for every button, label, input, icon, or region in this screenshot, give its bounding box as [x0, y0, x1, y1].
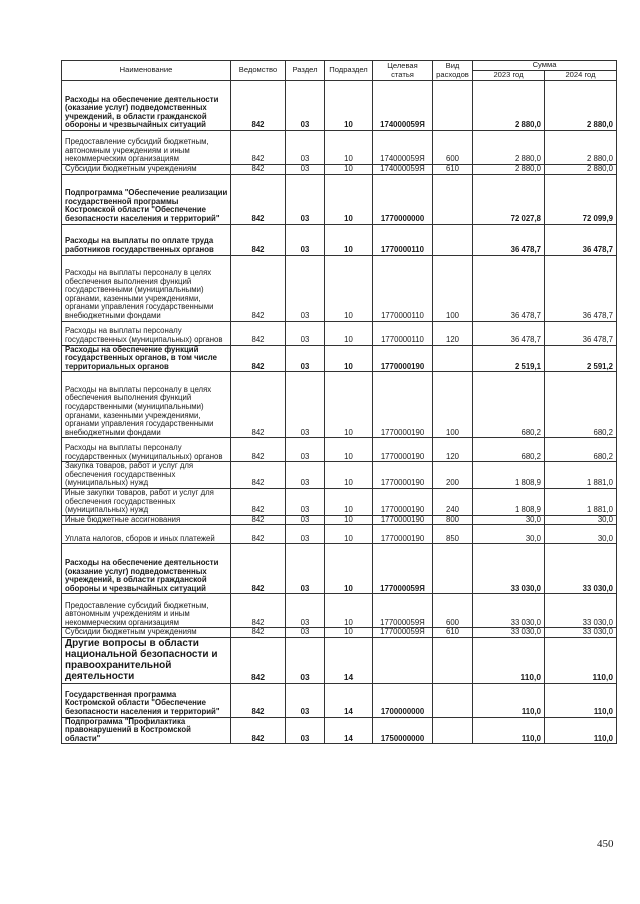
- row-sum-2024: 680,2: [545, 372, 617, 438]
- row-sum-2024: 680,2: [545, 438, 617, 462]
- row-sum-2024: 36 478,7: [545, 255, 617, 321]
- table-row: [62, 544, 617, 594]
- row-section: 03: [286, 224, 325, 255]
- row-dept: 842: [231, 345, 286, 372]
- row-target: 1770000190: [373, 515, 433, 525]
- row-section: 03: [286, 131, 325, 165]
- row-sum-2024: 1 881,0: [545, 462, 617, 489]
- row-sum-2023: 30,0: [473, 525, 545, 544]
- row-expense: 120: [433, 321, 473, 345]
- row-expense: [433, 345, 473, 372]
- row-target: 1770000190: [373, 488, 433, 515]
- row-target: 174000059Я: [373, 131, 433, 165]
- header-sum: Сумма: [473, 61, 617, 71]
- row-expense: 850: [433, 525, 473, 544]
- table-row: [62, 131, 617, 165]
- row-section: 03: [286, 372, 325, 438]
- header-target: Целевая статья: [373, 61, 433, 81]
- row-sum-2023: 2 880,0: [473, 131, 545, 165]
- row-section: 03: [286, 255, 325, 321]
- row-target: 1770000190: [373, 525, 433, 544]
- row-subsection: 14: [325, 637, 373, 683]
- table-row: [62, 81, 617, 131]
- row-section: 03: [286, 321, 325, 345]
- row-sum-2023: 2 880,0: [473, 165, 545, 175]
- row-sum-2023: 33 030,0: [473, 628, 545, 638]
- row-section: 03: [286, 174, 325, 224]
- table-row: [62, 255, 617, 321]
- row-expense: 610: [433, 628, 473, 638]
- table-row: [62, 165, 617, 175]
- row-expense: 200: [433, 462, 473, 489]
- row-subsection: 10: [325, 224, 373, 255]
- row-target: 1770000190: [373, 345, 433, 372]
- row-sum-2023: 33 030,0: [473, 594, 545, 628]
- row-dept: 842: [231, 81, 286, 131]
- row-dept: 842: [231, 525, 286, 544]
- row-name: Расходы на обеспечение деятельности (оказание услуг) подведомственных учреждений, в области гражданской обороны и чрезвычайных ситуаций: [62, 81, 231, 131]
- row-sum-2023: 110,0: [473, 717, 545, 744]
- row-subsection: 10: [325, 525, 373, 544]
- row-subsection: 14: [325, 717, 373, 744]
- row-dept: 842: [231, 438, 286, 462]
- row-section: 03: [286, 438, 325, 462]
- row-subsection: 10: [325, 438, 373, 462]
- row-name: Расходы на выплаты персоналу государственных (муниципальных) органов: [62, 321, 231, 345]
- row-section: 03: [286, 345, 325, 372]
- page-number: 450: [597, 838, 614, 850]
- header-name: Наименование: [62, 61, 231, 81]
- row-sum-2024: 36 478,7: [545, 321, 617, 345]
- header-2024: 2024 год: [545, 71, 617, 81]
- row-name: Предоставление субсидий бюджетным, автономным учреждениям и иным некоммерческим организациям: [62, 131, 231, 165]
- row-target: [373, 637, 433, 683]
- row-sum-2023: 36 478,7: [473, 255, 545, 321]
- row-section: 03: [286, 525, 325, 544]
- row-dept: 842: [231, 174, 286, 224]
- row-name: Закупка товаров, работ и услуг для обеспечения государственных (муниципальных) нужд: [62, 462, 231, 489]
- row-subsection: 10: [325, 488, 373, 515]
- row-target: 1750000000: [373, 717, 433, 744]
- row-dept: 842: [231, 165, 286, 175]
- row-dept: 842: [231, 462, 286, 489]
- row-target: 177000059Я: [373, 594, 433, 628]
- row-dept: 842: [231, 224, 286, 255]
- table-row: [62, 628, 617, 638]
- row-expense: 100: [433, 255, 473, 321]
- row-sum-2023: 1 808,9: [473, 462, 545, 489]
- row-target: 1770000110: [373, 224, 433, 255]
- row-dept: 842: [231, 488, 286, 515]
- row-target: 177000059Я: [373, 544, 433, 594]
- row-subsection: 10: [325, 345, 373, 372]
- row-dept: 842: [231, 544, 286, 594]
- row-name: Уплата налогов, сборов и иных платежей: [62, 525, 231, 544]
- row-sum-2024: 2 880,0: [545, 131, 617, 165]
- row-sum-2024: 2 880,0: [545, 81, 617, 131]
- table-row: [62, 525, 617, 544]
- row-section: 03: [286, 515, 325, 525]
- row-dept: 842: [231, 515, 286, 525]
- row-expense: [433, 81, 473, 131]
- row-section: 03: [286, 717, 325, 744]
- row-target: 1770000190: [373, 462, 433, 489]
- table-row: [62, 594, 617, 628]
- row-expense: 610: [433, 165, 473, 175]
- table-row: [62, 488, 617, 515]
- row-target: 1770000110: [373, 321, 433, 345]
- row-dept: 842: [231, 594, 286, 628]
- row-target: 1770000000: [373, 174, 433, 224]
- row-section: 03: [286, 462, 325, 489]
- row-subsection: 10: [325, 174, 373, 224]
- row-sum-2024: 110,0: [545, 717, 617, 744]
- table-row: [62, 637, 617, 683]
- row-sum-2023: 110,0: [473, 683, 545, 717]
- row-name: Подпрограмма "Обеспечение реализации государственной программы Костромской области "Обеспечение безопасности населения и территорий": [62, 174, 231, 224]
- row-sum-2024: 33 030,0: [545, 594, 617, 628]
- row-sum-2023: 2 519,1: [473, 345, 545, 372]
- row-name: Расходы на обеспечение функций государственных органов, в том числе территориальных органов: [62, 345, 231, 372]
- row-sum-2024: 110,0: [545, 683, 617, 717]
- row-sum-2024: 2 880,0: [545, 165, 617, 175]
- row-section: 03: [286, 544, 325, 594]
- row-dept: 842: [231, 683, 286, 717]
- row-sum-2024: 72 099,9: [545, 174, 617, 224]
- row-subsection: 10: [325, 131, 373, 165]
- row-name: Предоставление субсидий бюджетным, автономным учреждениям и иным некоммерческим организациям: [62, 594, 231, 628]
- row-section: 03: [286, 683, 325, 717]
- row-sum-2024: 33 030,0: [545, 544, 617, 594]
- header-expense: Вид расходов: [433, 61, 473, 81]
- row-name: Иные бюджетные ассигнования: [62, 515, 231, 525]
- row-sum-2024: 33 030,0: [545, 628, 617, 638]
- row-expense: [433, 544, 473, 594]
- row-sum-2024: 30,0: [545, 525, 617, 544]
- row-target: 177000059Я: [373, 628, 433, 638]
- row-subsection: 10: [325, 372, 373, 438]
- row-sum-2024: 1 881,0: [545, 488, 617, 515]
- row-sum-2023: 110,0: [473, 637, 545, 683]
- row-sum-2023: 30,0: [473, 515, 545, 525]
- row-sum-2023: 680,2: [473, 372, 545, 438]
- table-row: [62, 372, 617, 438]
- header-2023: 2023 год: [473, 71, 545, 81]
- row-sum-2023: 33 030,0: [473, 544, 545, 594]
- row-name: Другие вопросы в области национальной безопасности и правоохранительной деятельности: [62, 637, 231, 683]
- row-dept: 842: [231, 372, 286, 438]
- row-name: Субсидии бюджетным учреждениям: [62, 628, 231, 638]
- row-dept: 842: [231, 255, 286, 321]
- row-name: Подпрограмма "Профилактика правонарушений в Костромской области": [62, 717, 231, 744]
- table-row: [62, 174, 617, 224]
- row-name: Иные закупки товаров, работ и услуг для обеспечения государственных (муниципальных) нужд: [62, 488, 231, 515]
- row-expense: 240: [433, 488, 473, 515]
- table-row: [62, 515, 617, 525]
- row-sum-2024: 36 478,7: [545, 224, 617, 255]
- table-row: [62, 462, 617, 489]
- row-name: Расходы на выплаты персоналу в целях обеспечения выполнения функций государственными (муниципальными) органами, казенными учреждениями, органами управления государственными внебюджетными фондами: [62, 372, 231, 438]
- row-subsection: 10: [325, 255, 373, 321]
- table-row: [62, 438, 617, 462]
- row-target: 174000059Я: [373, 81, 433, 131]
- row-sum-2024: 2 591,2: [545, 345, 617, 372]
- row-section: 03: [286, 165, 325, 175]
- row-subsection: 10: [325, 321, 373, 345]
- row-name: Субсидии бюджетным учреждениям: [62, 165, 231, 175]
- budget-table: [61, 60, 617, 744]
- row-expense: [433, 717, 473, 744]
- header-section: Раздел: [286, 61, 325, 81]
- row-name: Расходы на выплаты персоналу в целях обеспечения выполнения функций государственными (муниципальными) органами, казенными учреждениями, органами управления государственными внебюджетными фондами: [62, 255, 231, 321]
- row-sum-2024: 30,0: [545, 515, 617, 525]
- row-subsection: 14: [325, 683, 373, 717]
- row-subsection: 10: [325, 628, 373, 638]
- row-target: 174000059Я: [373, 165, 433, 175]
- row-dept: 842: [231, 628, 286, 638]
- row-section: 03: [286, 81, 325, 131]
- row-sum-2023: 680,2: [473, 438, 545, 462]
- row-dept: 842: [231, 637, 286, 683]
- row-dept: 842: [231, 717, 286, 744]
- row-target: 1770000110: [373, 255, 433, 321]
- row-expense: [433, 683, 473, 717]
- row-subsection: 10: [325, 462, 373, 489]
- row-section: 03: [286, 488, 325, 515]
- row-subsection: 10: [325, 544, 373, 594]
- row-target: 1700000000: [373, 683, 433, 717]
- row-subsection: 10: [325, 594, 373, 628]
- row-sum-2023: 2 880,0: [473, 81, 545, 131]
- row-section: 03: [286, 637, 325, 683]
- row-subsection: 10: [325, 81, 373, 131]
- table-row: [62, 321, 617, 345]
- table-row: [62, 717, 617, 744]
- table-row: [62, 345, 617, 372]
- row-expense: 100: [433, 372, 473, 438]
- row-expense: [433, 174, 473, 224]
- row-sum-2024: 110,0: [545, 637, 617, 683]
- row-name: Расходы на выплаты по оплате труда работников государственных органов: [62, 224, 231, 255]
- row-name: Государственная программа Костромской области "Обеспечение безопасности населения и территорий": [62, 683, 231, 717]
- row-expense: 600: [433, 131, 473, 165]
- row-expense: 120: [433, 438, 473, 462]
- row-subsection: 10: [325, 515, 373, 525]
- row-expense: 800: [433, 515, 473, 525]
- header-dept: Ведомство: [231, 61, 286, 81]
- row-subsection: 10: [325, 165, 373, 175]
- row-section: 03: [286, 594, 325, 628]
- row-target: 1770000190: [373, 438, 433, 462]
- table-row: [62, 224, 617, 255]
- row-section: 03: [286, 628, 325, 638]
- row-expense: 600: [433, 594, 473, 628]
- table-body: [62, 81, 617, 744]
- row-expense: [433, 637, 473, 683]
- row-target: 1770000190: [373, 372, 433, 438]
- table-row: [62, 683, 617, 717]
- row-expense: [433, 224, 473, 255]
- row-sum-2023: 36 478,7: [473, 224, 545, 255]
- row-sum-2023: 36 478,7: [473, 321, 545, 345]
- header-subsection: Подраздел: [325, 61, 373, 81]
- row-sum-2023: 72 027,8: [473, 174, 545, 224]
- row-dept: 842: [231, 321, 286, 345]
- row-name: Расходы на выплаты персоналу государственных (муниципальных) органов: [62, 438, 231, 462]
- row-sum-2023: 1 808,9: [473, 488, 545, 515]
- row-name: Расходы на обеспечение деятельности (оказание услуг) подведомственных учреждений, в области гражданской обороны и чрезвычайных ситуаций: [62, 544, 231, 594]
- row-dept: 842: [231, 131, 286, 165]
